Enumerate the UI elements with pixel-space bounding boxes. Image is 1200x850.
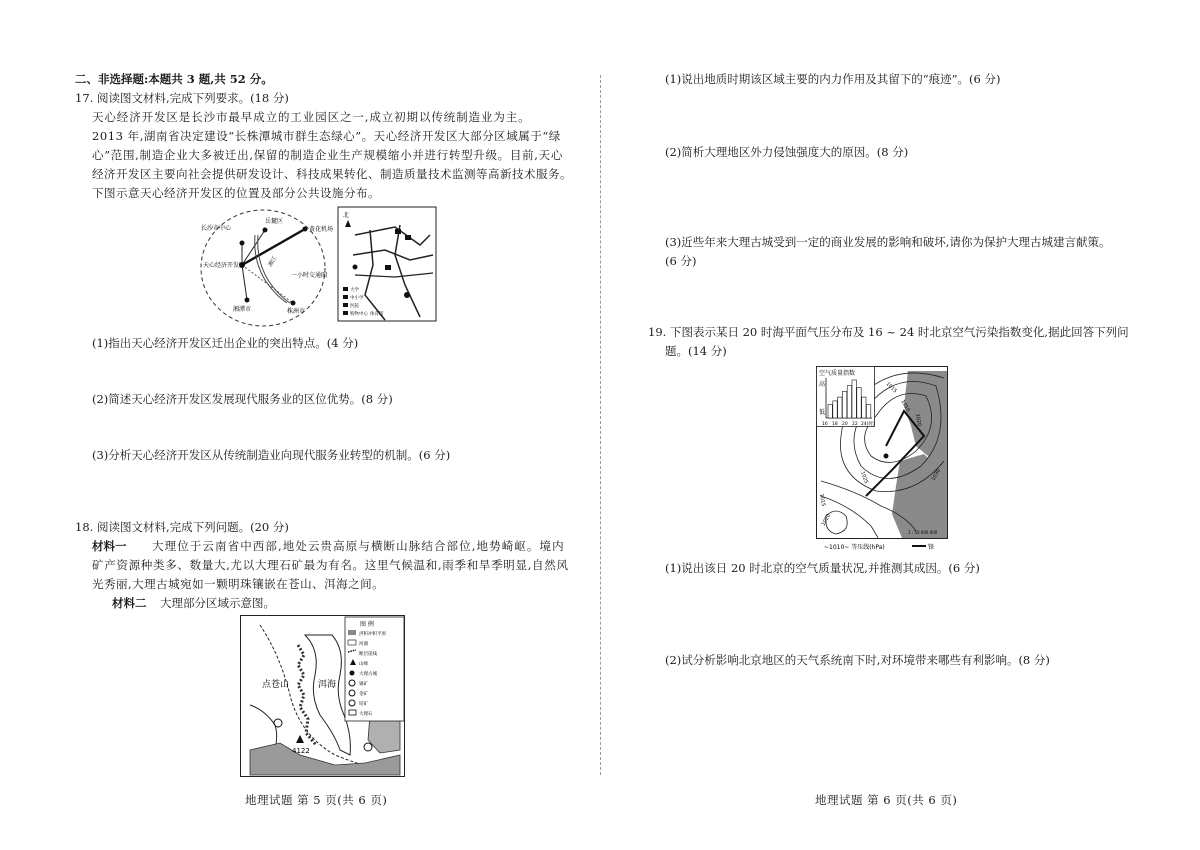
inset-bar xyxy=(833,401,837,418)
label-one-hour: 一小时交通圈 xyxy=(291,272,328,279)
legend-item: 洪积冲积平原 xyxy=(359,632,386,637)
footer-page-6: 地理试题 第 6 页(共 6 页) xyxy=(815,793,958,807)
label-erhai: 洱海 xyxy=(318,680,337,690)
scale-label: 1 : 50 000 000 xyxy=(908,530,938,535)
isobar-label: 1030 xyxy=(930,467,943,482)
q18-question-3: (3)近些年来大理古城受到一定的商业发展的影响和破坏,请你为保护大理古城建言献策。 xyxy=(665,235,1111,249)
label-peak: 4122 xyxy=(292,747,310,755)
q18-material1-line: 光秀丽,大理古城宛如一颗明珠镶嵌在苍山、洱海之间。 xyxy=(92,577,385,591)
isobar-label: 1010 xyxy=(899,399,911,414)
q18-question-1: (1)说出地质时期该区域主要的内力作用及其留下的“痕迹”。(6 分) xyxy=(665,72,1001,86)
page-divider xyxy=(600,75,601,775)
legend-item: 金矿 xyxy=(359,692,368,697)
inset-tick: 22 xyxy=(852,422,858,427)
inset-bar xyxy=(842,391,846,418)
dali-region-map xyxy=(240,615,405,777)
legend-item: 断层崖线 xyxy=(359,652,377,657)
q18-material1-line: 矿产资源种类多、数量大,尤以大理石矿最为有名。这里气候温和,雨季和旱季明显,自然风 xyxy=(92,558,569,572)
q17-question-1: (1)指出天心经济开发区迁出企业的突出特点。(4 分) xyxy=(92,336,359,350)
pressure-map xyxy=(816,366,948,552)
legend-item: 大理石 xyxy=(359,712,373,717)
inset-bar xyxy=(847,386,851,418)
inset-tick: 18 xyxy=(832,422,838,427)
q17-material-line: 心”范围,制造企业大多被迁出,保留的制造企业生产规模缩小并进行转型升级。目前,天心 xyxy=(92,148,564,162)
inset-bar xyxy=(852,380,856,418)
legend-item: 大理古城 xyxy=(359,672,377,677)
isobar-label: 1020 xyxy=(914,413,923,427)
label-yuelu: 岳麓区 xyxy=(265,218,284,225)
legend-item: 山峰 xyxy=(359,662,368,667)
isobar-label: 1015 xyxy=(818,493,827,507)
label-tianxin: 天心经济开发区 xyxy=(203,262,246,269)
q17-question-2: (2)简述天心经济开发区发展现代服务业的区位优势。(8 分) xyxy=(92,392,393,406)
inset-bar xyxy=(866,405,870,418)
inset-tick: 20 xyxy=(842,422,848,427)
label-diancang: 点苍山 xyxy=(262,680,290,690)
q17-material-line: 2013 年,湖南省决定建设“长株潭城市群生态绿心”。天心经济开发区大部分区域属于“绿 xyxy=(92,129,561,143)
q18-material2-text: 大理部分区域示意图。 xyxy=(160,596,275,610)
q17-material-line: 经济开发区主要向社会提供研发设计、科技成果转化、制造质量技术监测等高新技术服务。 xyxy=(92,167,572,181)
inset-bar xyxy=(828,405,832,418)
legend-item: 体育馆 xyxy=(370,312,384,317)
legend-isobar: ~1010~ 等压线(hPa) xyxy=(824,544,885,551)
legend-title: 图 例 xyxy=(360,621,374,628)
q19-title: 19. 下图表示某日 20 时海平面气压分布及 16 ~ 24 时北京空气污染指数变化,据此回答下列问 xyxy=(648,325,1129,339)
q18-question-3-score: (6 分) xyxy=(665,254,697,268)
section-header: 二、非选择题:本题共 3 题,共 52 分。 xyxy=(75,72,273,86)
q17-title: 17. 阅读图文材料,完成下列要求。(18 分) xyxy=(75,91,289,105)
q18-title: 18. 阅读图文材料,完成下列问题。(20 分) xyxy=(75,520,289,534)
inset-tick: 24(时) xyxy=(861,422,875,427)
footer-page-5: 地理试题 第 5 页(共 6 页) xyxy=(245,793,388,807)
q18-material1-line: 大理位于云南省中西部,地处云贵高原与横断山脉结合部位,地势崎岖。境内 xyxy=(152,539,565,553)
legend-item: 河湖 xyxy=(359,642,368,647)
label-xiangjiang: 湘江 xyxy=(267,255,279,268)
q18-material1-label: 材料一 xyxy=(92,539,127,553)
q17-material-line: 天心经济开发区是长沙市最早成立的工业园区之一,成立初期以传统制造业为主。 xyxy=(92,110,531,124)
label-changsha-center: 长沙市中心 xyxy=(201,225,232,232)
q18-material2-label: 材料二 xyxy=(112,596,147,610)
label-huanghua: 黄花机场 xyxy=(309,226,334,233)
q17-material-line: 下图示意天心经济开发区的位置及部分公共设施分布。 xyxy=(92,186,380,200)
inset-low: 低 xyxy=(819,409,826,416)
q19-question-1: (1)说出该日 20 时北京的空气质量状况,并推测其成因。(6 分) xyxy=(665,561,980,575)
tianxin-location-map xyxy=(195,205,445,330)
inset-bar xyxy=(838,397,842,418)
isobar-label: 1015 xyxy=(884,381,898,395)
legend-item: 购物中心 xyxy=(350,312,368,317)
inset-title: 空气质量指数 xyxy=(819,370,856,377)
legend-item: 锡矿 xyxy=(359,682,368,687)
inset-tick: 16 xyxy=(822,422,828,427)
label-north: 北 xyxy=(343,212,350,219)
q19-title-cont: 题。(14 分) xyxy=(665,344,727,358)
label-zhuzhou: 株洲市 xyxy=(287,308,306,315)
q19-question-2: (2)试分析影响北京地区的天气系统南下时,对环境带来哪些有利影响。(8 分) xyxy=(665,653,1050,667)
inset-bar xyxy=(862,397,866,418)
legend-item: 大学 xyxy=(350,288,359,293)
label-xiangtan: 湘潭市 xyxy=(233,306,252,313)
legend-item: 中小学 xyxy=(350,296,364,301)
legend-item: 铅矿 xyxy=(359,702,368,707)
q18-question-2: (2)简析大理地区外力侵蚀强度大的原因。(8 分) xyxy=(665,145,909,159)
isobar-label: 1020 xyxy=(820,512,833,527)
legend-front: 锋 xyxy=(928,544,935,551)
q17-question-3: (3)分析天心经济开发区从传统制造业向现代服务业转型的机制。(6 分) xyxy=(92,448,451,462)
isobar-label: 1025 xyxy=(859,470,870,485)
inset-high: 高 xyxy=(819,381,826,388)
legend-item: 医院 xyxy=(350,304,359,309)
inset-bar xyxy=(857,388,861,418)
